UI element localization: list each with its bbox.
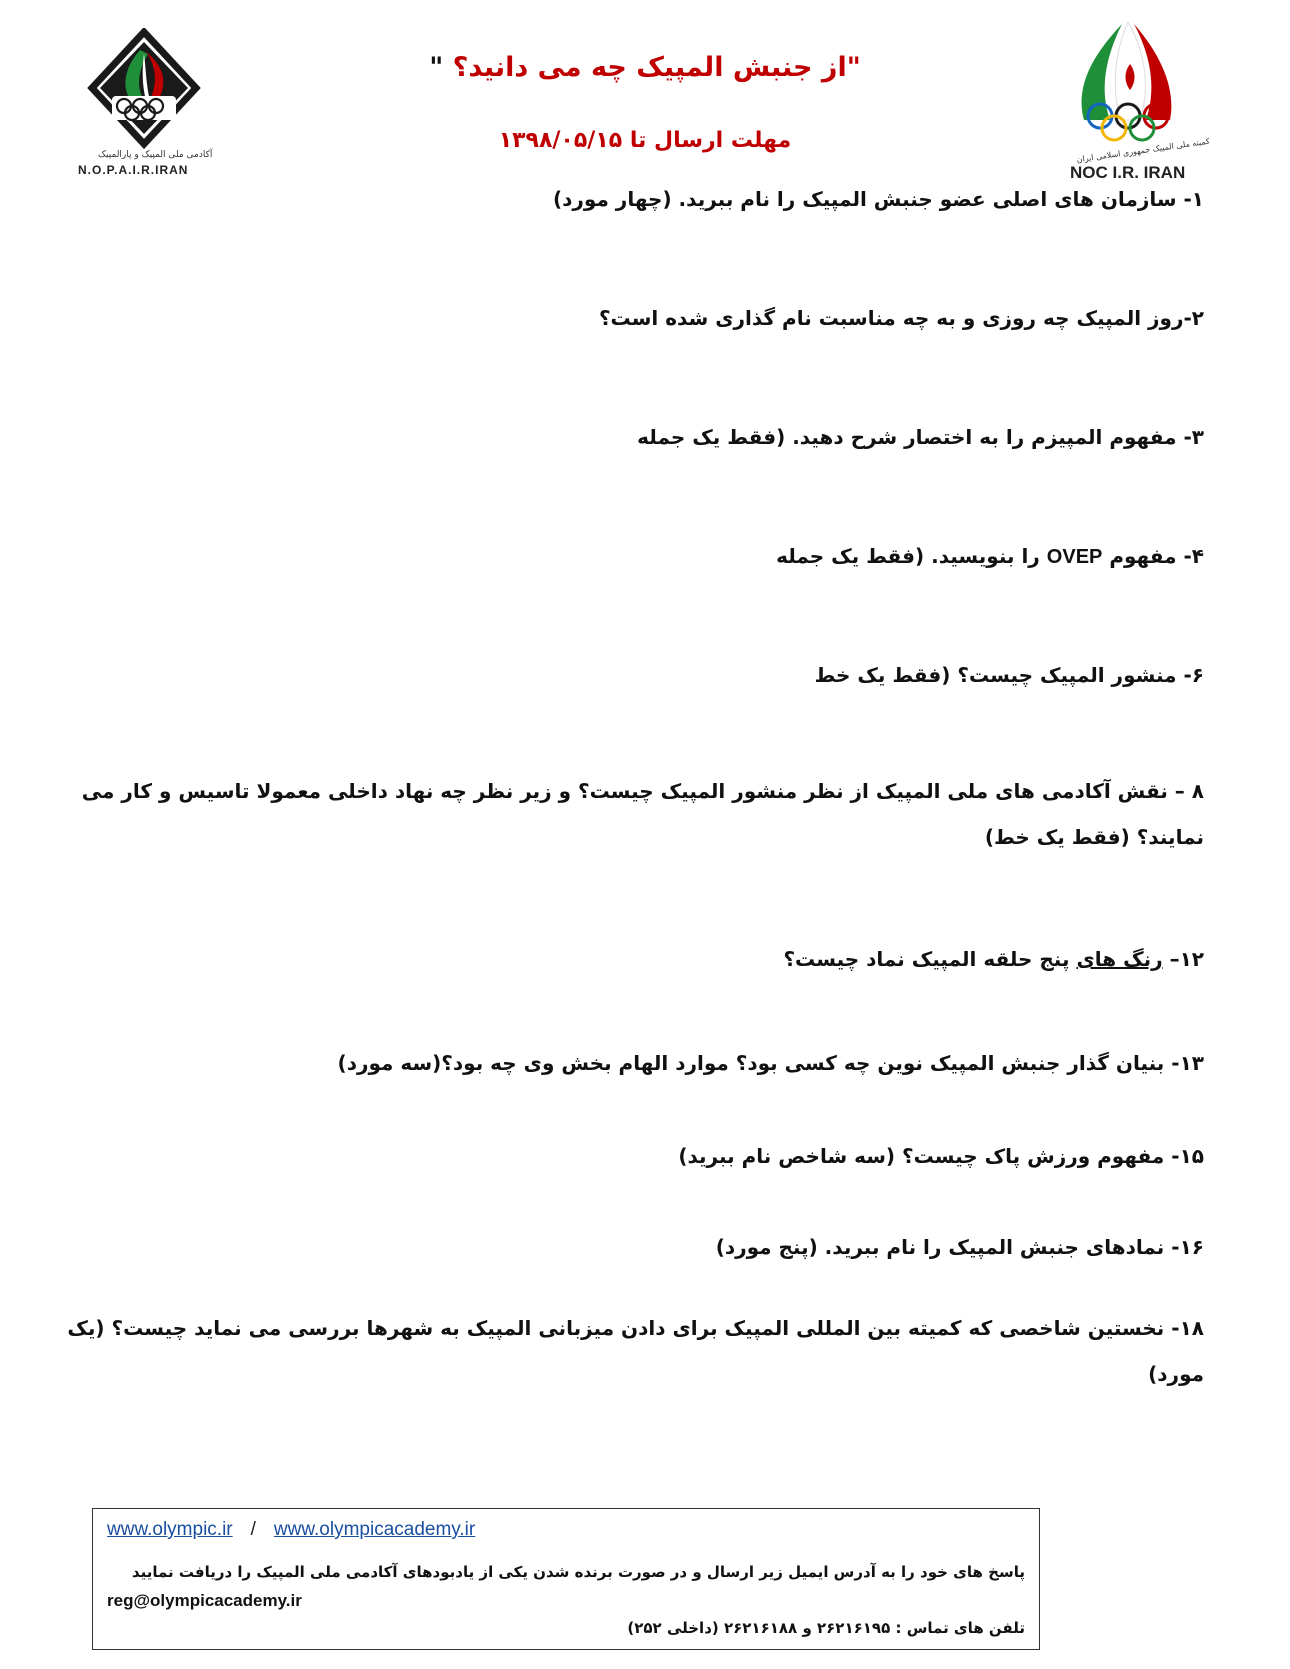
question-12-underlined: رنگ های (1076, 947, 1163, 971)
question-1: ۱- سازمان های اصلی عضو جنبش المپیک را نام ببرید. (چهار مورد) (553, 187, 1204, 211)
academy-website-link[interactable]: www.olympicacademy.ir (273, 1519, 476, 1540)
question-12 (64, 936, 1204, 982)
question-4-term: OVEP (1046, 546, 1103, 568)
page-title (330, 52, 960, 83)
page-title-close-quote: " (429, 52, 453, 83)
noc-name-fa: کمیته ملی المپیک جمهوری اسلامی ایران (1076, 136, 1211, 165)
academy-logo (78, 28, 213, 178)
question-15: ۱۵- مفهوم ورزش پاک چیست؟ (سه شاخص نام ببرید) (678, 1144, 1204, 1168)
academy-name-fa: آکادمی ملی المپیک و پارالمپیک (98, 150, 213, 160)
question-2: ۲-روز المپیک چه روزی و به چه مناسبت نام گذاری شده است؟ (598, 306, 1204, 330)
question-16: ۱۶- نمادهای جنبش المپیک را نام ببرید. (پنج مورد) (715, 1235, 1204, 1259)
academy-emblem-icon (84, 28, 204, 153)
contact-phone: تلفن های تماس : ۲۶۲۱۶۱۹۵ و ۲۶۲۱۶۱۸۸ (داخلی ۲۵۲) (627, 1619, 1025, 1637)
contact-email: reg@olympicacademy.ir (107, 1591, 302, 1610)
olympic-website-link[interactable]: www.olympic.ir (107, 1519, 233, 1540)
question-12-prefix: ۱۲– (1162, 947, 1204, 971)
contact-box (92, 1508, 1040, 1650)
website-links (107, 1519, 475, 1541)
academy-name-en: N.O.P.A.I.R.IRAN (78, 163, 189, 177)
noc-name-en: NOC I.R. IRAN (1070, 163, 1186, 182)
question-4-prefix: ۴- مفهوم (1102, 544, 1204, 568)
page-title-text: "از جنبش المپیک چه می دانید؟ (452, 52, 861, 83)
noc-logo (1070, 20, 1211, 182)
question-13: ۱۳- بنیان گذار جنبش المپیک نوین چه کسی بود؟ موارد الهام بخش وی چه بود؟(سه مورد) (337, 1051, 1204, 1075)
question-4 (64, 533, 1204, 580)
question-4-suffix: را بنویسید. (فقط یک جمله (776, 544, 1047, 568)
question-18: ۱۸- نخستین شاخصی که کمیته بین المللی المپیک برای دادن میزبانی المپیک به شهرها بررسی می نماید چیست؟ (یک مورد) (67, 1316, 1204, 1386)
question-8: ۸ – نقش آکادمی های ملی المپیک از نظر منشور المپیک چیست؟ و زیر نظر چه نهاد داخلی معمولا تاسیس و کار می نمایند؟ (فقط یک خط) (81, 779, 1204, 849)
question-6: ۶- منشور المپیک چیست؟ (فقط یک خط (814, 663, 1204, 687)
submission-instructions: پاسخ های خود را به آدرس ایمیل زیر ارسال و در صورت برنده شدن یکی از یادبودهای آکادمی ملی المپیک را دریافت نمایید (131, 1563, 1025, 1581)
submission-deadline: مهلت ارسال تا ۱۳۹۸/۰۵/۱۵ (498, 128, 792, 153)
noc-flame-emblem-icon (1070, 20, 1190, 150)
question-12-suffix: پنج حلقه المپیک نماد چیست؟ (783, 947, 1077, 971)
question-3: ۳- مفهوم المپیزم را به اختصار شرح دهید. (فقط یک جمله (637, 425, 1204, 449)
links-separator: / (250, 1519, 256, 1540)
